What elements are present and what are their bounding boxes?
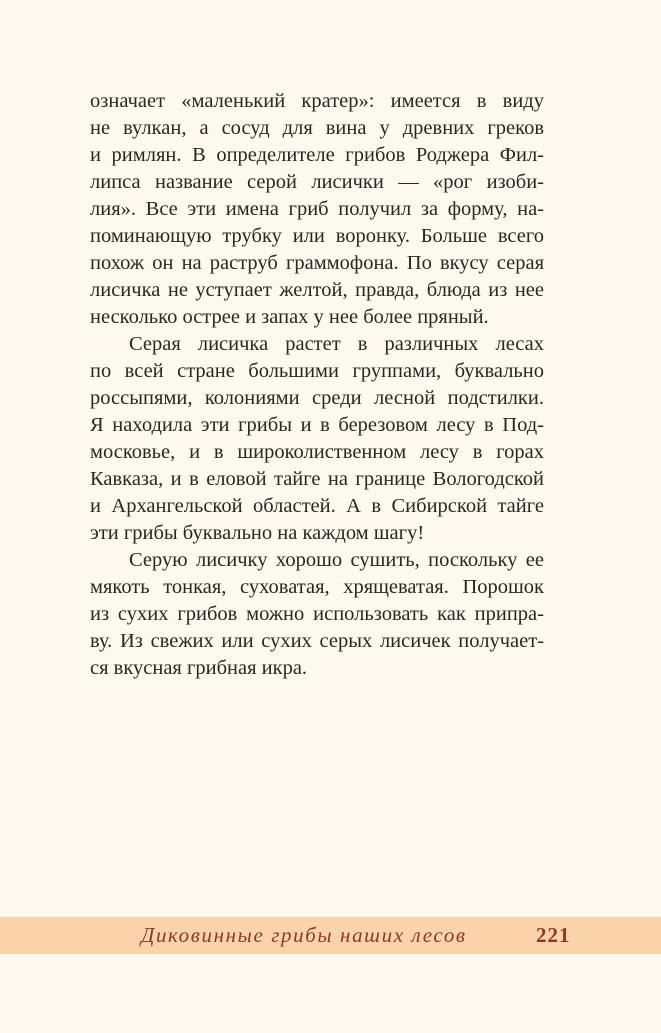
text-line: из сухих грибов можно использовать как припра- (90, 603, 544, 625)
text-line: Я находила эти грибы и в березовом лесу в Под- (90, 414, 544, 436)
text-line: мякоть тонкая, суховатая, хрящеватая. Порошок (90, 576, 544, 598)
text-line: по всей стране большими группами, буквально (90, 360, 544, 382)
text-line: московье, и в широколиственном лесу в горах (90, 441, 544, 463)
text-line: лисичка не уступает желтой, правда, блюда из нее (90, 279, 544, 301)
text-line: ся вкусная грибная икра. (90, 657, 308, 679)
text-line: лия». Все эти имена гриб получил за форму, на- (90, 198, 544, 220)
text-line: и Архангельской областей. А в Сибирской тайге (90, 495, 544, 517)
text-line: несколько острее и запах у нее более пряный. (90, 306, 489, 328)
text-line: эти грибы буквально на каждом шагу! (90, 522, 425, 544)
paragraph-first-line: Серую лисичку хорошо сушить, поскольку ее (129, 549, 544, 571)
page-number: 221 (536, 923, 571, 947)
text-line: поминающую трубку или воронку. Больше всего (90, 225, 544, 247)
page-footer (0, 917, 661, 954)
running-title: Диковинные грибы наших лесов (141, 923, 467, 947)
text-line: похож он на раструб граммофона. По вкусу серая (90, 252, 544, 274)
body-text (90, 88, 544, 682)
text-line: россыпями, колониями среди лесной подстилки. (90, 387, 544, 409)
text-line: липса название серой лисички — «рог изоби- (90, 171, 544, 193)
text-line: ву. Из свежих или сухих серых лисичек получает- (90, 630, 544, 652)
text-line: не вулкан, а сосуд для вина у древних греков (90, 117, 544, 139)
paragraph-first-line: Серая лисичка растет в различных лесах (129, 333, 544, 355)
text-line: означает «маленький кратер»: имеется в виду (90, 90, 544, 112)
text-line: и римлян. В определителе грибов Роджера Фил- (90, 144, 544, 166)
text-line: Кавказа, и в еловой тайге на границе Вологодской (90, 468, 544, 490)
